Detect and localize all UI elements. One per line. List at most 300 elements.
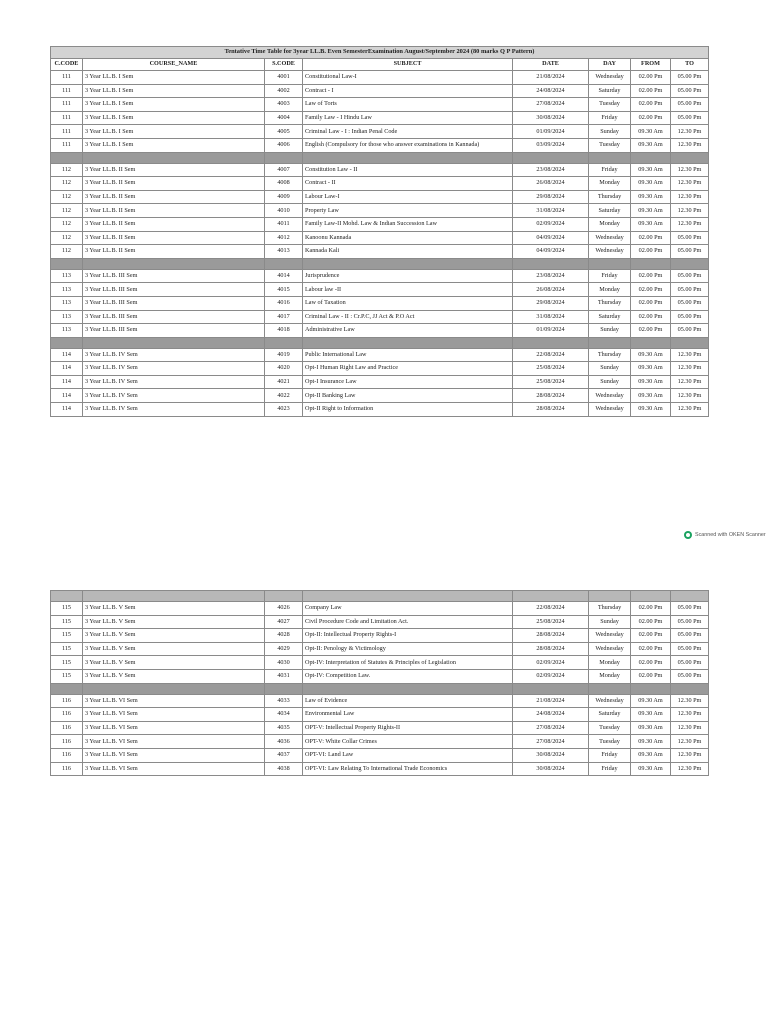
day-cell: Tuesday xyxy=(589,735,631,749)
table-row xyxy=(51,642,709,656)
course-name-cell: 3 Year LL.B. I Sem xyxy=(83,98,265,112)
scanner-watermark xyxy=(684,531,766,539)
course-name-cell: 3 Year LL.B. III Sem xyxy=(83,283,265,297)
scode-cell: 4033 xyxy=(265,694,303,708)
blank-header-row xyxy=(51,591,709,602)
date-cell: 29/08/2024 xyxy=(513,190,589,204)
date-cell: 28/08/2024 xyxy=(513,403,589,417)
date-cell: 28/08/2024 xyxy=(513,629,589,643)
from-cell: 02.00 Pm xyxy=(631,324,671,338)
scanner-badge-text: Scanned with OKEN Scanner xyxy=(695,532,766,538)
header-course-name: COURSE_NAME xyxy=(83,59,265,71)
to-cell: 05.00 Pm xyxy=(671,615,709,629)
course-name-cell: 3 Year LL.B. III Sem xyxy=(83,310,265,324)
ccode-cell: 114 xyxy=(51,362,83,376)
table-row xyxy=(51,269,709,283)
subject-cell: Administrative Law xyxy=(303,324,513,338)
to-cell: 12.30 Pm xyxy=(671,694,709,708)
table-row xyxy=(51,602,709,616)
to-cell: 05.00 Pm xyxy=(671,71,709,85)
scode-cell: 4030 xyxy=(265,656,303,670)
date-cell: 27/08/2024 xyxy=(513,721,589,735)
from-cell: 09.30 Am xyxy=(631,375,671,389)
course-name-cell: 3 Year LL.B. VI Sem xyxy=(83,735,265,749)
subject-cell: Opt-II Right to Information xyxy=(303,403,513,417)
table-row xyxy=(51,615,709,629)
day-cell: Sunday xyxy=(589,615,631,629)
subject-cell: Family Law-II Mohd. Law & Indian Succession Law xyxy=(303,217,513,231)
ccode-cell: 116 xyxy=(51,708,83,722)
to-cell: 12.30 Pm xyxy=(671,735,709,749)
ccode-cell: 113 xyxy=(51,324,83,338)
ccode-cell: 113 xyxy=(51,296,83,310)
course-name-cell: 3 Year LL.B. IV Sem xyxy=(83,362,265,376)
day-cell: Saturday xyxy=(589,310,631,324)
day-cell: Monday xyxy=(589,217,631,231)
scode-cell: 4012 xyxy=(265,231,303,245)
ccode-cell: 111 xyxy=(51,111,83,125)
from-cell: 09.30 Am xyxy=(631,748,671,762)
subject-cell: Civil Procedure Code and Limitation Act. xyxy=(303,615,513,629)
date-cell: 26/08/2024 xyxy=(513,177,589,191)
table-row xyxy=(51,348,709,362)
course-name-cell: 3 Year LL.B. V Sem xyxy=(83,642,265,656)
to-cell: 12.30 Pm xyxy=(671,362,709,376)
date-cell: 27/08/2024 xyxy=(513,98,589,112)
from-cell: 09.30 Am xyxy=(631,694,671,708)
subject-cell: Criminal Law - II : Cr.P.C, JJ Act & P.O Act xyxy=(303,310,513,324)
scode-cell: 4029 xyxy=(265,642,303,656)
scode-cell: 4022 xyxy=(265,389,303,403)
course-name-cell: 3 Year LL.B. V Sem xyxy=(83,629,265,643)
from-cell: 09.30 Am xyxy=(631,762,671,776)
subject-cell: Law of Taxation xyxy=(303,296,513,310)
to-cell: 05.00 Pm xyxy=(671,245,709,259)
header-subject: SUBJECT xyxy=(303,59,513,71)
to-cell: 12.30 Pm xyxy=(671,217,709,231)
course-name-cell: 3 Year LL.B. I Sem xyxy=(83,84,265,98)
timetable-page-1 xyxy=(50,46,709,417)
scode-cell: 4007 xyxy=(265,163,303,177)
to-cell: 05.00 Pm xyxy=(671,310,709,324)
ccode-cell: 116 xyxy=(51,762,83,776)
scode-cell: 4010 xyxy=(265,204,303,218)
subject-cell: OPT-VI: Law Relating To International Trade Economics xyxy=(303,762,513,776)
from-cell: 02.00 Pm xyxy=(631,602,671,616)
ccode-cell: 115 xyxy=(51,629,83,643)
date-cell: 02/09/2024 xyxy=(513,217,589,231)
table-row xyxy=(51,245,709,259)
table-row xyxy=(51,375,709,389)
scode-cell: 4011 xyxy=(265,217,303,231)
ccode-cell: 114 xyxy=(51,403,83,417)
day-cell: Monday xyxy=(589,656,631,670)
scode-cell: 4013 xyxy=(265,245,303,259)
day-cell: Sunday xyxy=(589,362,631,376)
day-cell: Wednesday xyxy=(589,629,631,643)
table-row xyxy=(51,190,709,204)
table-row xyxy=(51,98,709,112)
scode-cell: 4005 xyxy=(265,125,303,139)
course-name-cell: 3 Year LL.B. VI Sem xyxy=(83,748,265,762)
date-cell: 22/08/2024 xyxy=(513,602,589,616)
scode-cell: 4034 xyxy=(265,708,303,722)
date-cell: 26/08/2024 xyxy=(513,283,589,297)
scode-cell: 4001 xyxy=(265,71,303,85)
table-row xyxy=(51,84,709,98)
table-row xyxy=(51,669,709,683)
day-cell: Sunday xyxy=(589,125,631,139)
subject-cell: English (Compulsory for those who answer examinations in Kannada) xyxy=(303,138,513,152)
subject-cell: Opt-IV: Interpretation of Statutes & Principles of Legislation xyxy=(303,656,513,670)
course-name-cell: 3 Year LL.B. IV Sem xyxy=(83,375,265,389)
from-cell: 02.00 Pm xyxy=(631,615,671,629)
course-name-cell: 3 Year LL.B. III Sem xyxy=(83,269,265,283)
scode-cell: 4028 xyxy=(265,629,303,643)
ccode-cell: 116 xyxy=(51,721,83,735)
from-cell: 02.00 Pm xyxy=(631,642,671,656)
from-cell: 09.30 Am xyxy=(631,708,671,722)
scode-cell: 4018 xyxy=(265,324,303,338)
ccode-cell: 111 xyxy=(51,138,83,152)
ccode-cell: 115 xyxy=(51,669,83,683)
from-cell: 09.30 Am xyxy=(631,177,671,191)
table-row xyxy=(51,163,709,177)
course-name-cell: 3 Year LL.B. V Sem xyxy=(83,669,265,683)
ccode-cell: 113 xyxy=(51,269,83,283)
date-cell: 02/09/2024 xyxy=(513,669,589,683)
date-cell: 21/08/2024 xyxy=(513,71,589,85)
date-cell: 24/08/2024 xyxy=(513,84,589,98)
to-cell: 05.00 Pm xyxy=(671,669,709,683)
date-cell: 31/08/2024 xyxy=(513,310,589,324)
date-cell: 28/08/2024 xyxy=(513,389,589,403)
date-cell: 01/09/2024 xyxy=(513,324,589,338)
subject-cell: Property Law xyxy=(303,204,513,218)
ccode-cell: 116 xyxy=(51,735,83,749)
table-row xyxy=(51,629,709,643)
date-cell: 29/08/2024 xyxy=(513,296,589,310)
ccode-cell: 112 xyxy=(51,231,83,245)
date-cell: 25/08/2024 xyxy=(513,615,589,629)
to-cell: 12.30 Pm xyxy=(671,204,709,218)
subject-cell: Opt-IV: Competition Law. xyxy=(303,669,513,683)
to-cell: 05.00 Pm xyxy=(671,602,709,616)
to-cell: 12.30 Pm xyxy=(671,403,709,417)
scode-cell: 4037 xyxy=(265,748,303,762)
scode-cell: 4020 xyxy=(265,362,303,376)
table-row xyxy=(51,762,709,776)
subject-cell: Company Law xyxy=(303,602,513,616)
course-name-cell: 3 Year LL.B. II Sem xyxy=(83,190,265,204)
scode-cell: 4021 xyxy=(265,375,303,389)
from-cell: 09.30 Am xyxy=(631,362,671,376)
subject-cell: Opt-I Human Right Law and Practice xyxy=(303,362,513,376)
subject-cell: Law of Evidence xyxy=(303,694,513,708)
timetable-title: Tentative Time Table for 3year LL.B. Even SemesterExamination August/September 2024 (80 marks Q P Pattern) xyxy=(51,47,709,59)
day-cell: Saturday xyxy=(589,84,631,98)
day-cell: Saturday xyxy=(589,708,631,722)
subject-cell: OPT-VI: Land Law xyxy=(303,748,513,762)
to-cell: 12.30 Pm xyxy=(671,190,709,204)
day-cell: Monday xyxy=(589,283,631,297)
from-cell: 09.30 Am xyxy=(631,217,671,231)
subject-cell: Labour law -II xyxy=(303,283,513,297)
subject-cell: Jurisprudence xyxy=(303,269,513,283)
course-name-cell: 3 Year LL.B. VI Sem xyxy=(83,708,265,722)
from-cell: 02.00 Pm xyxy=(631,656,671,670)
to-cell: 05.00 Pm xyxy=(671,269,709,283)
from-cell: 09.30 Am xyxy=(631,204,671,218)
ccode-cell: 112 xyxy=(51,177,83,191)
scode-cell: 4023 xyxy=(265,403,303,417)
from-cell: 09.30 Am xyxy=(631,735,671,749)
to-cell: 12.30 Pm xyxy=(671,708,709,722)
ccode-cell: 114 xyxy=(51,348,83,362)
header-to: TO xyxy=(671,59,709,71)
day-cell: Monday xyxy=(589,177,631,191)
from-cell: 02.00 Pm xyxy=(631,84,671,98)
subject-cell: Opt-II Banking Law xyxy=(303,389,513,403)
table-row xyxy=(51,735,709,749)
course-name-cell: 3 Year LL.B. IV Sem xyxy=(83,403,265,417)
subject-cell: Public International Law xyxy=(303,348,513,362)
table-row xyxy=(51,708,709,722)
course-name-cell: 3 Year LL.B. II Sem xyxy=(83,217,265,231)
table-row xyxy=(51,231,709,245)
to-cell: 12.30 Pm xyxy=(671,721,709,735)
course-name-cell: 3 Year LL.B. I Sem xyxy=(83,71,265,85)
table-row xyxy=(51,283,709,297)
from-cell: 02.00 Pm xyxy=(631,629,671,643)
ccode-cell: 112 xyxy=(51,245,83,259)
to-cell: 12.30 Pm xyxy=(671,177,709,191)
course-name-cell: 3 Year LL.B. II Sem xyxy=(83,245,265,259)
title-row xyxy=(51,47,709,59)
ccode-cell: 111 xyxy=(51,98,83,112)
course-name-cell: 3 Year LL.B. VI Sem xyxy=(83,694,265,708)
subject-cell: Opt-II: Intellectual Property Rights-I xyxy=(303,629,513,643)
to-cell: 12.30 Pm xyxy=(671,762,709,776)
course-name-cell: 3 Year LL.B. II Sem xyxy=(83,231,265,245)
course-name-cell: 3 Year LL.B. I Sem xyxy=(83,125,265,139)
date-cell: 01/09/2024 xyxy=(513,125,589,139)
scode-cell: 4036 xyxy=(265,735,303,749)
course-name-cell: 3 Year LL.B. II Sem xyxy=(83,204,265,218)
table-row xyxy=(51,296,709,310)
table-row xyxy=(51,138,709,152)
ccode-cell: 112 xyxy=(51,204,83,218)
day-cell: Wednesday xyxy=(589,642,631,656)
from-cell: 02.00 Pm xyxy=(631,111,671,125)
date-cell: 25/08/2024 xyxy=(513,362,589,376)
course-name-cell: 3 Year LL.B. II Sem xyxy=(83,177,265,191)
course-name-cell: 3 Year LL.B. IV Sem xyxy=(83,348,265,362)
subject-cell: Constitutional Law-I xyxy=(303,71,513,85)
to-cell: 05.00 Pm xyxy=(671,324,709,338)
table-row xyxy=(51,71,709,85)
table-row xyxy=(51,694,709,708)
day-cell: Wednesday xyxy=(589,71,631,85)
date-cell: 27/08/2024 xyxy=(513,735,589,749)
to-cell: 12.30 Pm xyxy=(671,748,709,762)
ccode-cell: 114 xyxy=(51,375,83,389)
day-cell: Saturday xyxy=(589,204,631,218)
course-name-cell: 3 Year LL.B. III Sem xyxy=(83,324,265,338)
ccode-cell: 115 xyxy=(51,615,83,629)
course-name-cell: 3 Year LL.B. V Sem xyxy=(83,656,265,670)
date-cell: 04/09/2024 xyxy=(513,245,589,259)
header-from: FROM xyxy=(631,59,671,71)
day-cell: Sunday xyxy=(589,324,631,338)
from-cell: 02.00 Pm xyxy=(631,98,671,112)
to-cell: 05.00 Pm xyxy=(671,84,709,98)
ccode-cell: 116 xyxy=(51,748,83,762)
subject-cell: Opt-I Insurance Law xyxy=(303,375,513,389)
date-cell: 31/08/2024 xyxy=(513,204,589,218)
subject-cell: Environmental Law xyxy=(303,708,513,722)
ccode-cell: 111 xyxy=(51,71,83,85)
course-name-cell: 3 Year LL.B. V Sem xyxy=(83,602,265,616)
day-cell: Friday xyxy=(589,163,631,177)
day-cell: Thursday xyxy=(589,348,631,362)
subject-cell: OPT-V: Intellectual Property Rights-II xyxy=(303,721,513,735)
to-cell: 05.00 Pm xyxy=(671,231,709,245)
from-cell: 09.30 Am xyxy=(631,125,671,139)
from-cell: 09.30 Am xyxy=(631,190,671,204)
day-cell: Tuesday xyxy=(589,98,631,112)
date-cell: 21/08/2024 xyxy=(513,694,589,708)
table-row xyxy=(51,324,709,338)
course-name-cell: 3 Year LL.B. I Sem xyxy=(83,111,265,125)
scode-cell: 4026 xyxy=(265,602,303,616)
from-cell: 02.00 Pm xyxy=(631,283,671,297)
subject-cell: Opt-II: Penology & Victimology xyxy=(303,642,513,656)
table-row xyxy=(51,389,709,403)
date-cell: 24/08/2024 xyxy=(513,708,589,722)
day-cell: Monday xyxy=(589,669,631,683)
from-cell: 09.30 Am xyxy=(631,389,671,403)
to-cell: 05.00 Pm xyxy=(671,656,709,670)
scode-cell: 4017 xyxy=(265,310,303,324)
table-row xyxy=(51,111,709,125)
header-scode: S.CODE xyxy=(265,59,303,71)
subject-cell: Labour Law-I xyxy=(303,190,513,204)
subject-cell: Family Law - I Hindu Law xyxy=(303,111,513,125)
to-cell: 05.00 Pm xyxy=(671,98,709,112)
day-cell: Thursday xyxy=(589,190,631,204)
course-name-cell: 3 Year LL.B. VI Sem xyxy=(83,721,265,735)
scode-cell: 4003 xyxy=(265,98,303,112)
to-cell: 05.00 Pm xyxy=(671,111,709,125)
ccode-cell: 114 xyxy=(51,389,83,403)
header-ccode: C.CODE xyxy=(51,59,83,71)
to-cell: 12.30 Pm xyxy=(671,138,709,152)
table-row xyxy=(51,748,709,762)
ccode-cell: 112 xyxy=(51,217,83,231)
to-cell: 12.30 Pm xyxy=(671,389,709,403)
day-cell: Wednesday xyxy=(589,389,631,403)
date-cell: 02/09/2024 xyxy=(513,656,589,670)
day-cell: Friday xyxy=(589,111,631,125)
scode-cell: 4004 xyxy=(265,111,303,125)
block-separator xyxy=(51,683,709,694)
scode-cell: 4015 xyxy=(265,283,303,297)
scanner-logo-icon xyxy=(684,531,692,539)
table-row xyxy=(51,656,709,670)
course-name-cell: 3 Year LL.B. VI Sem xyxy=(83,762,265,776)
table-row xyxy=(51,721,709,735)
scode-cell: 4009 xyxy=(265,190,303,204)
scode-cell: 4035 xyxy=(265,721,303,735)
from-cell: 02.00 Pm xyxy=(631,296,671,310)
ccode-cell: 111 xyxy=(51,125,83,139)
day-cell: Friday xyxy=(589,748,631,762)
from-cell: 02.00 Pm xyxy=(631,245,671,259)
header-row xyxy=(51,59,709,71)
subject-cell: Constitution Law - II xyxy=(303,163,513,177)
day-cell: Wednesday xyxy=(589,694,631,708)
table-row xyxy=(51,217,709,231)
ccode-cell: 113 xyxy=(51,310,83,324)
date-cell: 30/08/2024 xyxy=(513,748,589,762)
header-day: DAY xyxy=(589,59,631,71)
table-row xyxy=(51,310,709,324)
date-cell: 28/08/2024 xyxy=(513,642,589,656)
date-cell: 25/08/2024 xyxy=(513,375,589,389)
block-separator xyxy=(51,152,709,163)
table-row xyxy=(51,177,709,191)
ccode-cell: 113 xyxy=(51,283,83,297)
table-row xyxy=(51,204,709,218)
day-cell: Thursday xyxy=(589,602,631,616)
course-name-cell: 3 Year LL.B. III Sem xyxy=(83,296,265,310)
scode-cell: 4038 xyxy=(265,762,303,776)
course-name-cell: 3 Year LL.B. I Sem xyxy=(83,138,265,152)
scode-cell: 4019 xyxy=(265,348,303,362)
from-cell: 09.30 Am xyxy=(631,721,671,735)
date-cell: 23/08/2024 xyxy=(513,269,589,283)
to-cell: 05.00 Pm xyxy=(671,296,709,310)
header-date: DATE xyxy=(513,59,589,71)
ccode-cell: 115 xyxy=(51,656,83,670)
to-cell: 05.00 Pm xyxy=(671,283,709,297)
to-cell: 05.00 Pm xyxy=(671,642,709,656)
table-row xyxy=(51,362,709,376)
scode-cell: 4006 xyxy=(265,138,303,152)
from-cell: 02.00 Pm xyxy=(631,231,671,245)
from-cell: 09.30 Am xyxy=(631,348,671,362)
day-cell: Wednesday xyxy=(589,245,631,259)
day-cell: Sunday xyxy=(589,375,631,389)
course-name-cell: 3 Year LL.B. II Sem xyxy=(83,163,265,177)
from-cell: 09.30 Am xyxy=(631,403,671,417)
day-cell: Friday xyxy=(589,269,631,283)
ccode-cell: 112 xyxy=(51,190,83,204)
ccode-cell: 116 xyxy=(51,694,83,708)
from-cell: 02.00 Pm xyxy=(631,310,671,324)
date-cell: 04/09/2024 xyxy=(513,231,589,245)
from-cell: 02.00 Pm xyxy=(631,269,671,283)
from-cell: 02.00 Pm xyxy=(631,669,671,683)
from-cell: 09.30 Am xyxy=(631,138,671,152)
subject-cell: Kanoonu Kannada xyxy=(303,231,513,245)
ccode-cell: 112 xyxy=(51,163,83,177)
from-cell: 02.00 Pm xyxy=(631,71,671,85)
ccode-cell: 115 xyxy=(51,602,83,616)
scode-cell: 4014 xyxy=(265,269,303,283)
block-separator xyxy=(51,337,709,348)
